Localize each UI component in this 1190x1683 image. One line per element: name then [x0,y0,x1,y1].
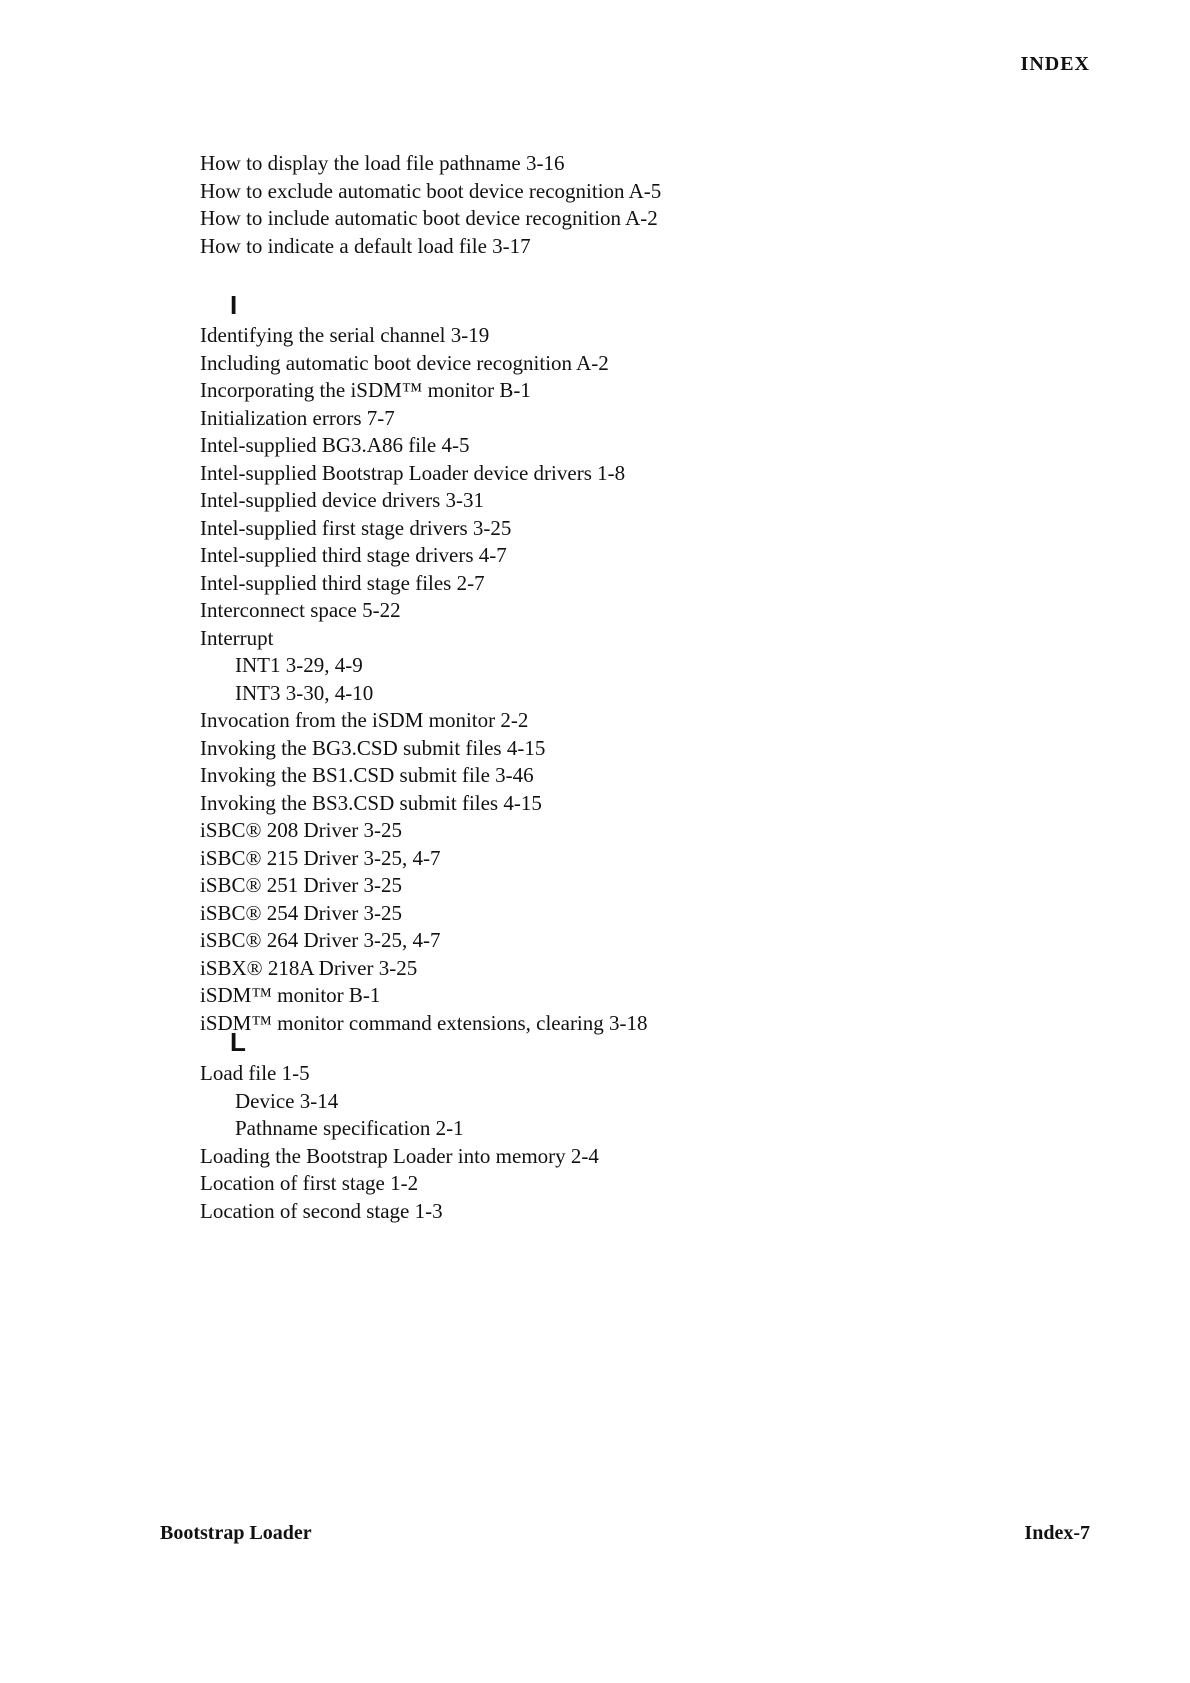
index-entry: iSDM™ monitor B-1 [200,983,381,1007]
index-entry: iSBC® 208 Driver 3-25 [200,818,403,842]
index-entry: iSBC® 264 Driver 3-25, 4-7 [200,928,441,952]
index-entry: iSBC® 251 Driver 3-25 [200,873,403,897]
index-subentry: Pathname specification 2-1 [235,1116,464,1140]
index-entry: How to indicate a default load file 3-17 [200,233,531,258]
index-group-h [200,150,980,260]
index-entry: Location of first stage 1-2 [200,1171,419,1195]
index-entry: Invoking the BS1.CSD submit file 3-46 [200,763,534,787]
index-entry: Intel-supplied first stage drivers 3-25 [200,515,512,540]
index-entry: Initialization errors 7-7 [200,405,395,430]
index-entry: Interconnect space 5-22 [200,598,401,622]
index-entry: Intel-supplied BG3.A86 file 4-5 [200,433,470,457]
index-group-i [200,322,980,1037]
index-entry: Intel-supplied Bootstrap Loader device drivers 1-8 [200,460,626,485]
index-entry: Invoking the BG3.CSD submit files 4-15 [200,735,546,760]
index-entry: How to display the load file pathname 3-16 [200,151,565,175]
index-entry: How to include automatic boot device recognition A-2 [200,206,658,230]
footer-page-number: Index-7 [1024,1522,1090,1544]
index-entry: Load file 1-5 [200,1061,310,1085]
index-entry: Invocation from the iSDM monitor 2-2 [200,708,529,732]
index-entry: iSBX® 218A Driver 3-25 [200,955,418,980]
index-entry: Intel-supplied device drivers 3-31 [200,488,484,512]
index-subentry: INT1 3-29, 4-9 [235,653,363,677]
index-entry: iSDM™ monitor command extensions, clearing 3-18 [200,1010,648,1035]
index-group-l [200,1060,980,1225]
index-entry: How to exclude automatic boot device recognition A-5 [200,178,662,203]
page-header-title: INDEX [1020,53,1090,75]
index-subentry: Device 3-14 [235,1088,339,1113]
section-letter-l: L [230,1027,246,1057]
index-entry: Interrupt [200,625,274,650]
index-subentry: INT3 3-30, 4-10 [235,680,374,705]
index-entry: Intel-supplied third stage drivers 4-7 [200,543,507,567]
index-entry: Invoking the BS3.CSD submit files 4-15 [200,790,542,815]
index-entry: Identifying the serial channel 3-19 [200,323,490,347]
index-entry: Including automatic boot device recognition A-2 [200,350,609,375]
index-entry: Location of second stage 1-3 [200,1198,443,1223]
section-letter-i: I [230,290,238,320]
footer-book-title: Bootstrap Loader [160,1522,312,1544]
index-entry: Intel-supplied third stage files 2-7 [200,570,485,595]
index-entry: iSBC® 215 Driver 3-25, 4-7 [200,845,441,870]
index-entry: iSBC® 254 Driver 3-25 [200,900,403,925]
index-entry: Incorporating the iSDM™ monitor B-1 [200,378,531,402]
index-entry: Loading the Bootstrap Loader into memory 2-4 [200,1143,599,1168]
